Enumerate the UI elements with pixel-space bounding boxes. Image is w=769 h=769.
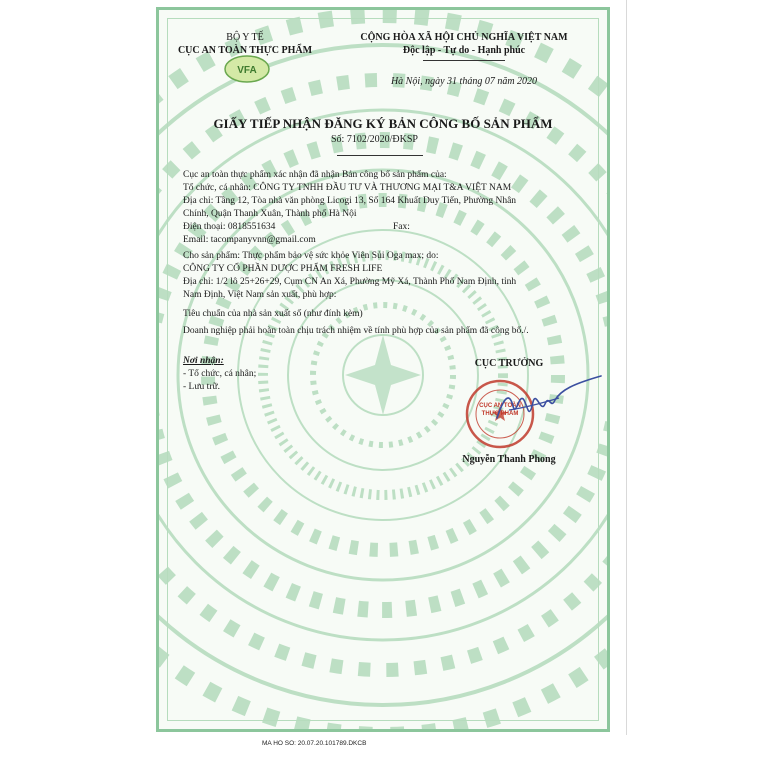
standard-line: Tiêu chuẩn của nhà sản xuất số (như đính kèm) (183, 309, 363, 319)
signer-name: Nguyễn Thanh Phong (462, 454, 556, 465)
vfa-logo-text: VFA (237, 65, 257, 76)
page-edge-line (626, 0, 627, 735)
manufacturer-line: CÔNG TY CỔ PHẦN DƯỢC PHẨM FRESH LIFE (183, 264, 383, 274)
phone-line: Điện thoại: 0818551634 (183, 222, 276, 232)
responsibility-line: Doanh nghiệp phải hoàn toàn chịu trách nhiệm về tính phù hợp của sản phẩm đã công bố./. (183, 326, 529, 336)
stamp-text: CỤC AN TOÀN THỰC PHẨM (479, 403, 521, 417)
recipient-item: - Lưu trữ. (183, 382, 220, 392)
republic-name: CỘNG HÒA XÃ HỘI CHỦ NGHĨA VIỆT NAM (360, 32, 568, 43)
ministry-name: BỘ Y TẾ (226, 32, 264, 43)
vfa-logo (223, 54, 271, 84)
email-line: Email: tacompanyvnn@gmail.com (183, 235, 316, 245)
signer-position: CỤC TRƯỞNG (474, 358, 544, 369)
address-line-1: Địa chỉ: Tầng 12, Tòa nhà văn phòng Licogi 13, Số 164 Khuất Duy Tiến, Phường Nhân (183, 196, 517, 206)
intro-text: Cục an toàn thực phẩm xác nhận đã nhận Bản công bố sản phẩm của: (183, 170, 447, 180)
manufacturer-address-1: Địa chỉ: 1/2 lô 25+26+29, Cụm CN An Xá, Phường Mỹ Xá, Thành Phố Nam Định, tỉnh (183, 277, 517, 287)
certificate (156, 7, 610, 732)
motto: Độc lập - Tự do - Hạnh phúc (402, 45, 526, 56)
document-title: GIẤY TIẾP NHẬN ĐĂNG KÝ BẢN CÔNG BỐ SẢN PHẨM (213, 116, 553, 131)
document-number: Số: 7102/2020/ĐKSP (331, 134, 418, 145)
fax-line: Fax: (393, 222, 410, 232)
manufacturer-address-2: Nam Định, Việt Nam sản xuất, phù hợp: (183, 290, 337, 300)
place-date: Hà Nội, ngày 31 tháng 07 năm 2020 (390, 76, 538, 87)
product-line: Cho sản phẩm: Thực phẩm bảo vệ sức khỏe Viên Sủi Oga max; do: (183, 251, 439, 261)
address-line-2: Chính, Quận Thanh Xuân, Thành phố Hà Nội (183, 209, 357, 219)
recipients-label: Nơi nhận: (183, 356, 224, 366)
recipient-item: - Tổ chức, cá nhân; (183, 369, 257, 379)
motto-underline (423, 60, 505, 61)
title-underline (337, 155, 423, 156)
organization-line: Tổ chức, cá nhân: CÔNG TY TNHH ĐẦU TƯ VÀ THƯƠNG MẠI T&A VIỆT NAM (183, 183, 512, 193)
agency-name: CỤC AN TOÀN THỰC PHẨM (177, 45, 313, 56)
dossier-code: MA HO SO: 20.07.20.101789.DKCB (262, 740, 367, 747)
handwritten-signature (489, 370, 609, 440)
